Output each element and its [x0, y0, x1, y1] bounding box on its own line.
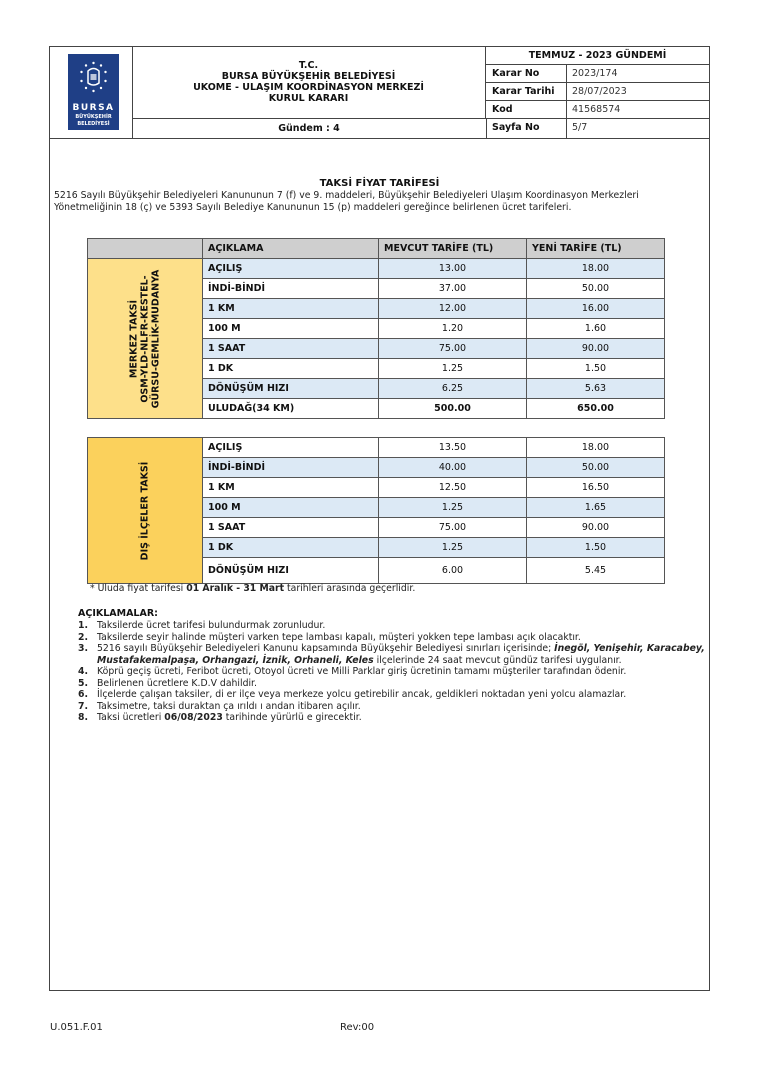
note-text-part: 5216 sayılı Büyükşehir Belediyeleri Kanunu kapsamında Büyükşehir Belediyesi sınırları içerisinde;	[97, 643, 555, 654]
tariff-desc: 1 SAAT	[203, 518, 379, 538]
tariff-new: 90.00	[527, 518, 665, 538]
meta-label: Karar No	[486, 65, 567, 82]
group-label-line: DIŞ İLÇELER TAKSİ	[139, 461, 151, 560]
header-new: YENİ TARİFE (TL)	[527, 239, 665, 259]
header-title	[132, 47, 486, 119]
note-item	[78, 678, 708, 690]
tariff-current: 12.00	[379, 299, 527, 319]
note-emphasis: 06/08/2023	[164, 712, 223, 723]
tariff-new: 50.00	[527, 279, 665, 299]
logo-text-belediyesi: BELEDİYESİ	[77, 121, 110, 127]
tariff-new: 50.00	[527, 458, 665, 478]
tariff-new: 16.50	[527, 478, 665, 498]
tariff-row	[88, 438, 665, 458]
meta-row	[486, 119, 709, 138]
note-number: 8.	[78, 712, 89, 723]
tariff-current: 12.50	[379, 478, 527, 498]
gundem-label: Gündem : 4	[132, 119, 487, 138]
logo-text-bursa: BURSA	[72, 103, 115, 113]
note-text-part: tarihinde yürürlü e girecektir.	[222, 712, 362, 723]
logo-text-buyuksehir: BÜYÜKŞEHİR	[75, 114, 112, 120]
document-header	[50, 47, 709, 139]
note-item	[78, 666, 708, 678]
tariff-desc: 1 KM	[203, 478, 379, 498]
note-item	[78, 632, 708, 644]
title-line: BURSA BÜYÜKŞEHİR BELEDİYESİ	[221, 71, 396, 82]
revision: Rev:00	[340, 1022, 375, 1033]
tariff-current: 40.00	[379, 458, 527, 478]
note-item	[78, 689, 708, 701]
tariff-desc: 100 M	[203, 498, 379, 518]
meta-row	[486, 101, 709, 119]
meta-value: 28/07/2023	[572, 86, 627, 97]
meta-row	[486, 83, 709, 101]
note-number: 5.	[78, 677, 89, 689]
tariff-row	[88, 259, 665, 279]
note-emphasis: İnegöl, Yenişehir, Karacabey, Mustafakemalpaşa, Orhangazi, İznik, Orhaneli, Keles	[97, 643, 705, 666]
title-line: T.C.	[298, 60, 319, 71]
meta-label: Kod	[486, 101, 567, 118]
note-text-part: ilçelerinde 24 saat mevcut gündüz tarifesi uygulanır.	[373, 654, 622, 666]
group-label-line: OSM-YLD-NLFR-KESTEL-	[139, 274, 151, 403]
header-current: MEVCUT TARİFE (TL)	[379, 239, 527, 259]
tariff-current: 37.00	[379, 279, 527, 299]
merkez-taksi-table	[87, 238, 665, 419]
tariff-desc: İNDİ-BİNDİ	[203, 279, 379, 299]
document-frame	[49, 46, 710, 991]
footnote-suffix: tarihleri arasında geçerlidir.	[284, 583, 416, 594]
tariff-desc: AÇILIŞ	[203, 438, 379, 458]
group-label	[129, 269, 162, 408]
note-number: 3.	[78, 643, 89, 654]
intro-paragraph: 5216 Sayılı Büyükşehir Belediyeleri Kanununun 7 (f) ve 9. maddeleri, Büyükşehir Belediyeleri Ulaşım Koordinasyon Merkezleri Yönetmeliğinin 18 (ç) ve 5393 Sayılı Belediye Kanununun 15 (p) maddeleri gereğince belirlenen ücret tarifeleri.	[54, 190, 639, 213]
title-line: UKOME - ULAŞIM KOORDİNASYON MERKEZİ	[193, 82, 424, 93]
note-item	[78, 712, 708, 724]
note-text: İlçelerde çalışan taksiler, di er ilçe veya merkeze yolcu getirebilir ancak, geldikleri noktadan yeni yolcu alamazlar.	[97, 689, 627, 700]
note-item	[78, 701, 708, 713]
group-label-cell	[88, 438, 203, 584]
tariff-current: 500.00	[379, 399, 527, 419]
tariff-current: 1.25	[379, 538, 527, 558]
group-body	[88, 259, 665, 419]
footnote	[90, 583, 415, 594]
tariff-new: 1.65	[527, 498, 665, 518]
tariff-desc: 1 KM	[203, 299, 379, 319]
note-text: Taksilerde seyir halinde müşteri varken tepe lambası kapalı, müşteri yokken tepe lambası açık olacaktır.	[97, 631, 581, 643]
agenda-period: TEMMUZ - 2023 GÜNDEMİ	[486, 47, 709, 65]
tariff-current: 1.25	[379, 359, 527, 379]
header-group	[88, 239, 203, 259]
note-number: 6.	[78, 689, 89, 700]
note-text: Belirlenen ücretlere K.D.V dahildir.	[97, 677, 257, 689]
note-number: 1.	[78, 620, 89, 631]
note-item	[78, 620, 708, 632]
dis-ilceler-taksi-table	[87, 437, 665, 584]
meta-label: Karar Tarihi	[486, 83, 567, 100]
footnote-prefix: * Uluda fiyat tarifesi	[90, 583, 187, 594]
logo-cell	[50, 47, 133, 138]
note-text: Taksilerde ücret tarifesi bulundurmak zorunludur.	[97, 620, 326, 631]
tariff-desc: ULUDAĞ(34 KM)	[203, 399, 379, 419]
tariff-new: 18.00	[527, 259, 665, 279]
decision-meta	[486, 47, 709, 138]
note-number: 2.	[78, 631, 89, 643]
group-label-line: MERKEZ TAKSİ	[128, 299, 140, 378]
form-code: U.051.F.01	[50, 1022, 103, 1033]
note-text: Köprü geçiş ücreti, Feribot ücreti, Otoyol ücreti ve Milli Parklar giriş ücretinin tamamı müşteriler tarafından ödenir.	[97, 666, 627, 677]
tariff-current: 1.25	[379, 498, 527, 518]
group-label	[140, 461, 151, 560]
note-text	[97, 643, 708, 666]
tariff-desc: 1 SAAT	[203, 339, 379, 359]
tariff-current: 1.20	[379, 319, 527, 339]
tariff-desc: DÖNÜŞÜM HIZI	[203, 558, 379, 584]
note-number: 4.	[78, 666, 89, 677]
tariff-new: 5.45	[527, 558, 665, 584]
tariff-current: 75.00	[379, 339, 527, 359]
title-line: KURUL KARARI	[268, 93, 349, 104]
tariff-new: 1.60	[527, 319, 665, 339]
tariff-new: 1.50	[527, 359, 665, 379]
tariff-new: 5.63	[527, 379, 665, 399]
tariff-desc: 100 M	[203, 319, 379, 339]
meta-value: 5/7	[572, 122, 588, 133]
tariff-desc: 1 DK	[203, 359, 379, 379]
tariff-desc: 1 DK	[203, 538, 379, 558]
tariff-new: 90.00	[527, 339, 665, 359]
document-title: TAKSİ FİYAT TARİFESİ	[319, 178, 440, 189]
meta-label: Sayfa No	[486, 119, 567, 138]
tariff-new: 16.00	[527, 299, 665, 319]
group-body	[88, 438, 665, 584]
tariff-current: 75.00	[379, 518, 527, 538]
group-label-cell	[88, 259, 203, 419]
bursa-logo	[68, 54, 119, 130]
meta-value: 2023/174	[572, 68, 618, 79]
table-header-row	[88, 239, 665, 259]
tariff-desc: DÖNÜŞÜM HIZI	[203, 379, 379, 399]
tariff-desc: AÇILIŞ	[203, 259, 379, 279]
meta-row	[486, 65, 709, 83]
header-desc: AÇIKLAMA	[203, 239, 379, 259]
tariff-current: 13.50	[379, 438, 527, 458]
note-number: 7.	[78, 700, 89, 712]
note-text-part: Taksi ücretleri	[97, 712, 165, 723]
group-label-line: GÜRSU-GEMLİK-MUDANYA	[150, 269, 162, 408]
footnote-dates: 01 Aralık - 31 Mart	[186, 583, 285, 594]
notes-list	[78, 620, 708, 724]
tariff-current: 6.25	[379, 379, 527, 399]
note-item	[78, 643, 708, 666]
tariff-current: 13.00	[379, 259, 527, 279]
municipality-emblem-icon	[79, 61, 108, 94]
notes-title: AÇIKLAMALAR:	[78, 608, 158, 619]
tariff-desc: İNDİ-BİNDİ	[203, 458, 379, 478]
meta-value: 41568574	[572, 104, 621, 115]
tariff-new: 650.00	[527, 399, 665, 419]
tariff-new: 18.00	[527, 438, 665, 458]
note-text	[97, 712, 362, 724]
note-text: Taksimetre, taksi duraktan ça ırıldı ı andan itibaren açılır.	[97, 700, 361, 712]
tariff-current: 6.00	[379, 558, 527, 584]
tariff-new: 1.50	[527, 538, 665, 558]
